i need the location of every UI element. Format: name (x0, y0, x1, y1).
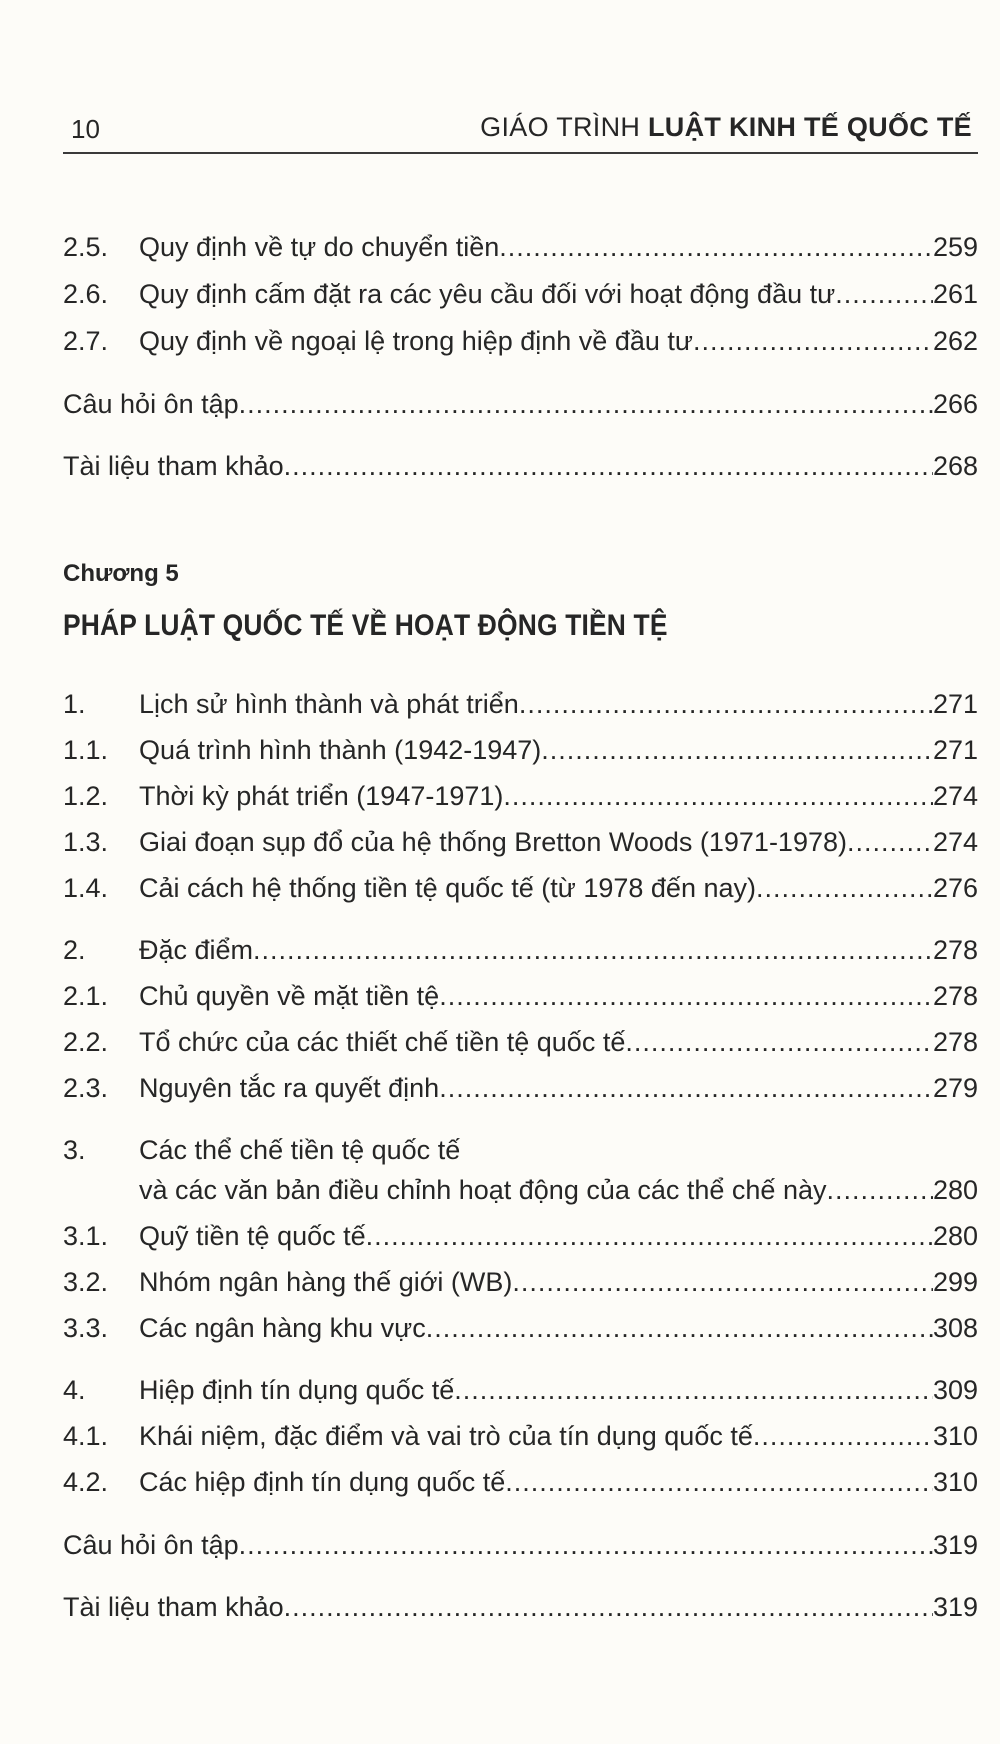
toc-entry-label: Quy định về ngoại lệ trong hiệp định về đầu tư (139, 326, 693, 356)
leader-dots (426, 1308, 933, 1348)
chapter-title: PHÁP LUẬT QUỐC TẾ VỀ HOẠT ĐỘNG TIỀN TỆ (63, 609, 668, 642)
toc-entry (63, 822, 978, 862)
toc-entry (63, 1370, 978, 1410)
toc-entry-page: 261 (932, 279, 978, 309)
toc-entry-number: 2.7. (63, 326, 109, 356)
toc-entry-label: Nhóm ngân hàng thế giới (WB) (139, 1267, 513, 1297)
toc-entry-label: Giai đoạn sụp đổ của hệ thống Bretton Woods (1971-1978) (139, 827, 847, 857)
toc-entry-label: Thời kỳ phát triển (1947-1971) (139, 781, 504, 811)
toc-entry-number: 4. (63, 1375, 86, 1405)
toc-entry (63, 1308, 978, 1348)
toc-entry (63, 776, 978, 816)
page-number: 10 (71, 114, 100, 144)
toc-entry (63, 1068, 978, 1108)
leader-dots (827, 1170, 933, 1210)
leader-dots (835, 274, 933, 314)
toc-entry-label: Tổ chức của các thiết chế tiền tệ quốc tế (139, 1027, 626, 1057)
toc-entry-page: 276 (932, 873, 978, 903)
leader-dots (253, 930, 933, 970)
toc-entry-number: 1.3. (63, 827, 109, 857)
toc-entry-page: 278 (932, 981, 978, 1011)
toc-entry (63, 274, 978, 314)
leader-dots (519, 684, 933, 724)
toc-entry-label: Quỹ tiền tệ quốc tế (139, 1221, 366, 1251)
toc-entry-page: 268 (932, 451, 978, 481)
toc-entry (63, 684, 978, 724)
toc-entry-first-line (63, 1130, 978, 1170)
toc-entry-page: 309 (932, 1375, 978, 1405)
leader-dots (366, 1216, 933, 1256)
page-header (63, 112, 978, 154)
toc-entry-page: 280 (932, 1221, 978, 1251)
toc-entry-number: 2.3. (63, 1073, 109, 1103)
leader-dots (693, 321, 933, 361)
toc-entry-label: Các ngân hàng khu vực (139, 1313, 426, 1343)
leader-dots (454, 1370, 933, 1410)
toc-entry (63, 930, 978, 970)
toc-entry-label: Lịch sử hình thành và phát triển (139, 689, 519, 719)
leader-dots (284, 446, 933, 486)
toc-entry-page: 271 (932, 735, 978, 765)
toc-entry-label: Tài liệu tham khảo (63, 1592, 284, 1622)
toc-entry (63, 1216, 978, 1256)
toc-entry-label: Đặc điểm (139, 935, 254, 965)
toc-entry-number: 3. (63, 1135, 86, 1165)
toc-entry-number: 2. (63, 935, 86, 965)
leader-dots (756, 868, 933, 908)
leader-dots (512, 1262, 933, 1302)
toc-entry-number: 4.2. (63, 1467, 109, 1497)
leader-dots (505, 1462, 933, 1502)
toc-entry-page: 310 (932, 1467, 978, 1497)
toc-entry (63, 321, 978, 361)
leader-dots (503, 776, 933, 816)
toc-entry-label: Hiệp định tín dụng quốc tế (139, 1375, 455, 1405)
leader-dots (439, 1068, 933, 1108)
leader-dots (284, 1587, 933, 1627)
toc-entry-label: Chủ quyền về mặt tiền tệ (139, 981, 440, 1011)
toc-entry-label: Quy định cấm đặt ra các yêu cầu đối với hoạt động đầu tư (139, 279, 836, 309)
toc-entry (63, 1022, 978, 1062)
toc-entry (63, 1416, 978, 1456)
toc-entry-page: 278 (932, 935, 978, 965)
toc-entry (63, 227, 978, 267)
toc-entry (63, 1262, 978, 1302)
toc-entry-label: Câu hỏi ôn tập (63, 1530, 239, 1560)
toc-entry-page: 259 (932, 232, 978, 262)
running-title-regular: GIÁO TRÌNH (480, 112, 648, 142)
toc-entry (63, 446, 978, 486)
toc-entry (63, 384, 978, 424)
toc-entry-number: 1.4. (63, 873, 109, 903)
toc-entry-page: 319 (932, 1592, 978, 1622)
toc-entry-number: 3.2. (63, 1267, 109, 1297)
toc-entry-label: Quy định về tự do chuyển tiền (139, 232, 500, 262)
toc-entry-number: 1.2. (63, 781, 109, 811)
toc-entry-page: 274 (932, 827, 978, 857)
toc-entry-page: 266 (932, 389, 978, 419)
toc-entry (63, 730, 978, 770)
toc-entry-number: 2.1. (63, 981, 109, 1011)
toc-entry-number: 2.6. (63, 279, 109, 309)
running-title (480, 112, 972, 143)
leader-dots (499, 227, 933, 267)
toc-entry-number: 2.5. (63, 232, 109, 262)
toc-entry-number: 1.1. (63, 735, 109, 765)
toc-entry-number: 4.1. (63, 1421, 109, 1451)
toc-entry-label: Cải cách hệ thống tiền tệ quốc tế (từ 1978 đến nay) (139, 873, 756, 903)
toc-entry-page: 279 (932, 1073, 978, 1103)
toc-entry-page: 310 (932, 1421, 978, 1451)
toc-entry-number: 3.1. (63, 1221, 109, 1251)
toc-entry-page: 308 (932, 1313, 978, 1343)
toc-entry (63, 868, 978, 908)
toc-entry (63, 1170, 978, 1210)
running-title-bold: LUẬT KINH TẾ QUỐC TẾ (648, 112, 972, 142)
toc-entry-page: 299 (932, 1267, 978, 1297)
toc-entry (63, 976, 978, 1016)
leader-dots (541, 730, 933, 770)
leader-dots (847, 822, 933, 862)
toc-entry-number: 2.2. (63, 1027, 109, 1057)
leader-dots (239, 1525, 933, 1565)
toc-entry-number: 1. (63, 689, 86, 719)
toc-entry-label: Khái niệm, đặc điểm và vai trò của tín dụng quốc tế (139, 1421, 753, 1451)
leader-dots (753, 1416, 933, 1456)
toc-entry-label: Tài liệu tham khảo (63, 451, 284, 481)
toc-entry-label: và các văn bản điều chỉnh hoạt động của các thể chế này (139, 1175, 827, 1205)
toc-entry-label: Nguyên tắc ra quyết định (139, 1073, 440, 1103)
toc-entry-page: 319 (932, 1530, 978, 1560)
toc-entry (63, 1525, 978, 1565)
toc-entry-number: 3.3. (63, 1313, 109, 1343)
toc-entry (63, 1462, 978, 1502)
leader-dots (625, 1022, 933, 1062)
toc-entry-label: Các hiệp định tín dụng quốc tế (139, 1467, 506, 1497)
toc-entry-page: 271 (932, 689, 978, 719)
leader-dots (439, 976, 933, 1016)
toc-entry-page: 278 (932, 1027, 978, 1057)
toc-entry (63, 1587, 978, 1627)
toc-entry-label: Quá trình hình thành (1942-1947) (139, 735, 542, 765)
toc-entry-page: 280 (932, 1175, 978, 1205)
toc-entry-label: Câu hỏi ôn tập (63, 389, 239, 419)
leader-dots (239, 384, 933, 424)
toc-entry-label-line1: Các thể chế tiền tệ quốc tế (139, 1135, 461, 1165)
toc-entry-page: 274 (932, 781, 978, 811)
chapter-label: Chương 5 (63, 560, 179, 587)
toc-entry-page: 262 (932, 326, 978, 356)
